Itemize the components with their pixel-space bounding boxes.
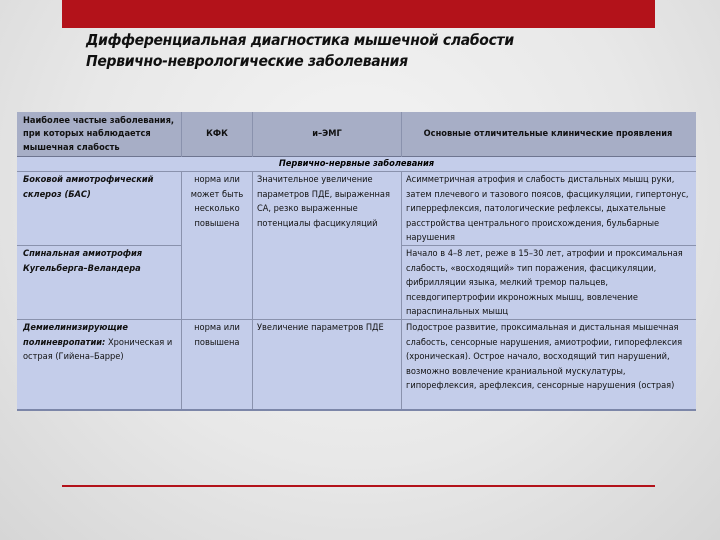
row-divider [17, 319, 696, 320]
bottom-accent-line [62, 485, 655, 487]
section-row: Первично-нервные заболевания [17, 157, 696, 171]
column-header-disease: Наиболее частые заболевания, при которых наблюдается мышечная слабость [23, 114, 175, 153]
table-cell-emg: Значительное увеличение параметров ПДЕ, выраженная СА, резко выраженные потенциалы фасцикуляций [257, 174, 390, 229]
table-cell-signs: Подострое развитие, проксимальная и дистальная мышечная слабость, сенсорные нарушения, амиотрофии, гипорефлексия (хроническая). Острое начало, восходящий тип нарушений, возможно вовлечение краниальной мускулатуры, гипорефлексия, арефлексия, сенсорные нарушения (острая) [406, 322, 683, 392]
table-cell-emg: Увеличение параметров ПДЕ [257, 322, 384, 333]
disease-group-name: Демиелинизирующие полиневропатии: [23, 322, 128, 348]
table-header-row [17, 112, 696, 157]
row-divider [401, 245, 696, 246]
table-cell-signs: Асимметричная атрофия и слабость дистальных мышц руки, затем плечевого и тазового поясов, фасцикуляции, гипертонус, гиперрефлексия, патологические рефлексы, дыхательные расстройства центрального происхождения, бульбарные нарушения [406, 174, 689, 244]
table-cell-disease [23, 321, 179, 365]
table-cell-disease: Спинальная амиотрофия Кугельберга–Веландера [23, 248, 143, 274]
column-header-cpk: КФК [206, 128, 228, 140]
column-header-emg: и–ЭМГ [312, 128, 342, 140]
table-cell-cpk: норма или повышена [194, 322, 240, 348]
table-cell-disease: Боковой амиотрофический склероз (БАС) [23, 174, 154, 200]
title-line-1: Дифференциальная диагностика мышечной слабости [86, 31, 514, 49]
table-cell-cpk: норма или может быть несколько повышена [190, 174, 244, 229]
row-divider [17, 245, 181, 246]
top-accent-bar [62, 0, 655, 28]
column-header-signs: Основные отличительные клинические проявления [423, 128, 673, 140]
diagnosis-table [17, 112, 696, 411]
disease-subtypes: Хроническая и острая (Гийена–Барре) [23, 336, 173, 363]
row-divider [17, 171, 696, 172]
page-title [86, 30, 514, 72]
table-cell-signs: Начало в 4–8 лет, реже в 15–30 лет, атрофии и проксимальная слабость, «восходящий» тип поражения, фасцикуляции, фибрилляции языка, мелкий тремор пальцев, псевдогипертрофии икроножных мышц, вовлечение параспинальных мышц [406, 248, 683, 318]
title-line-2: Первично-неврологические заболевания [86, 52, 408, 70]
